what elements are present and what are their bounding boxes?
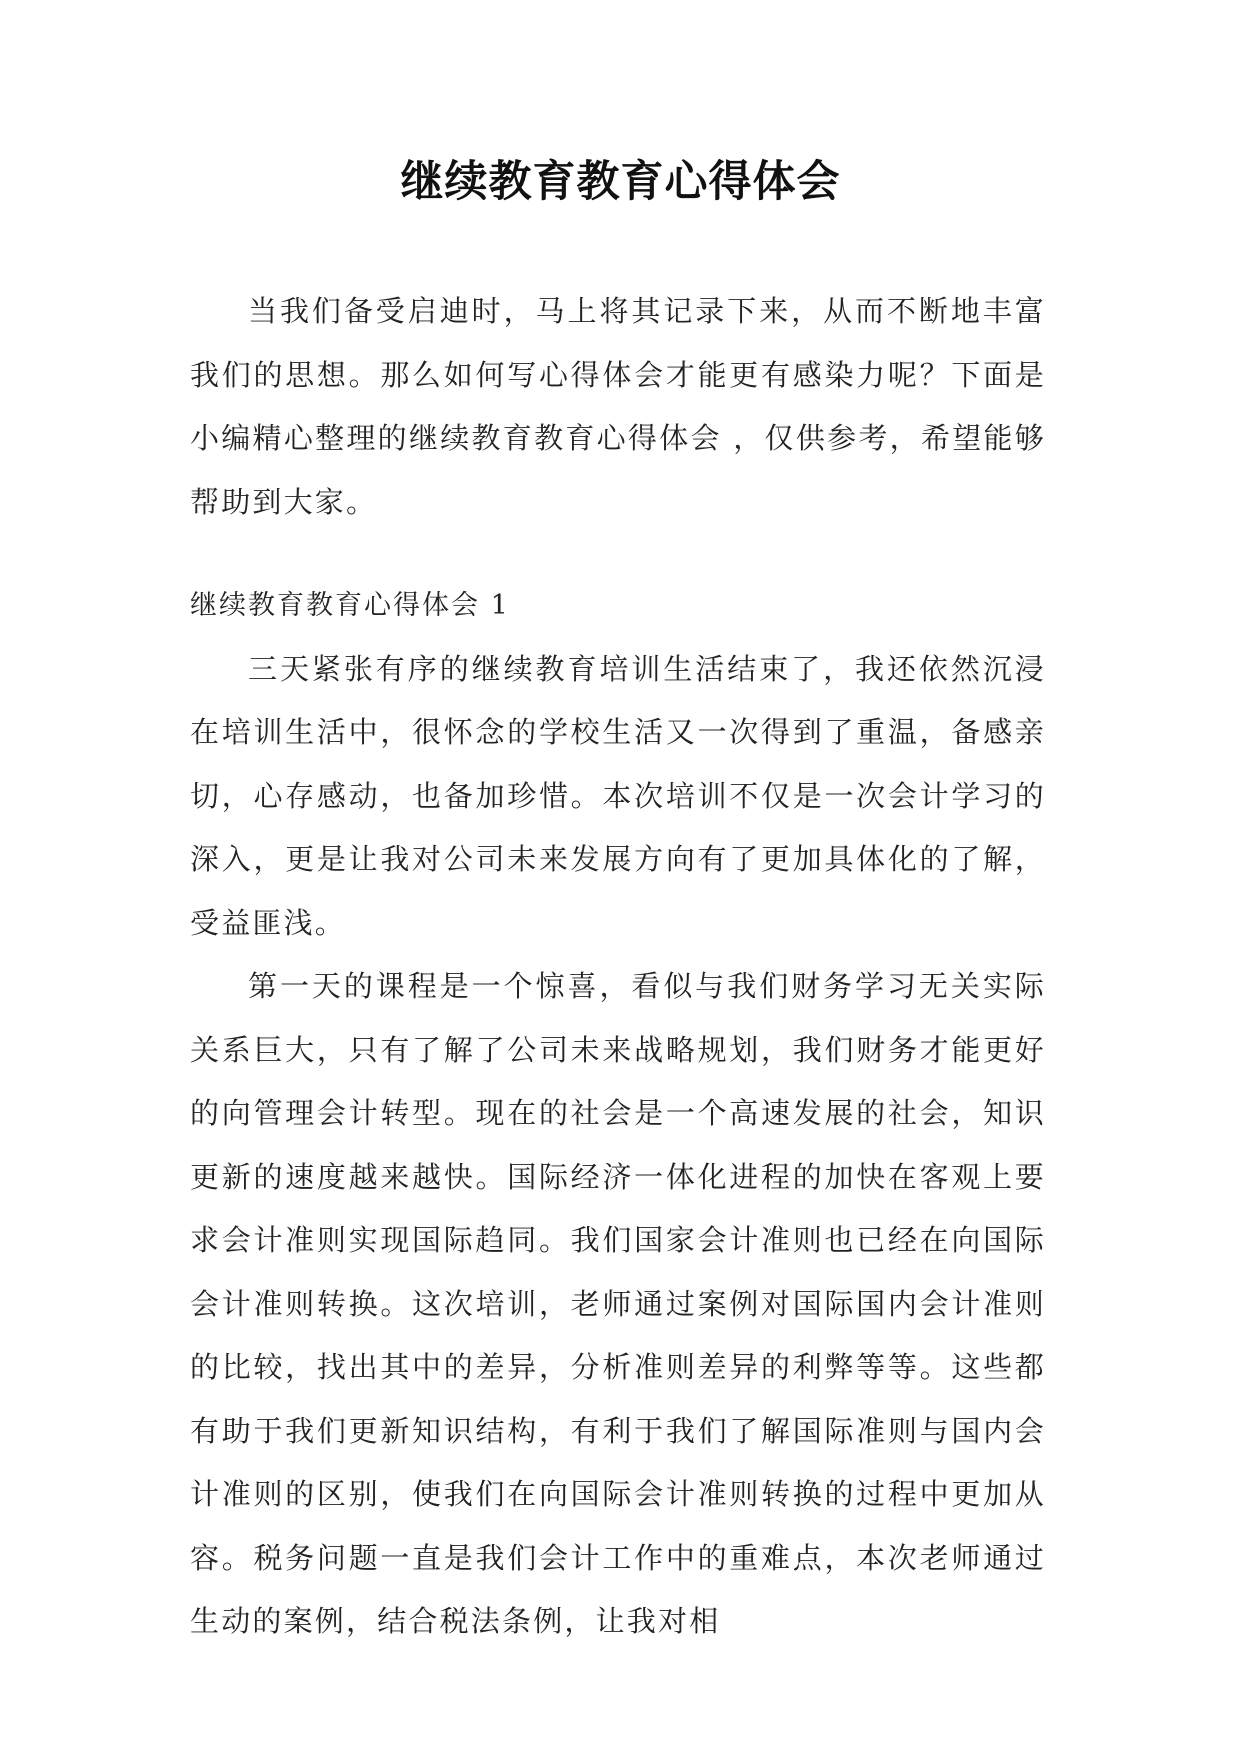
document-body [190, 280, 1046, 1654]
body-paragraph-1: 三天紧张有序的继续教育培训生活结束了，我还依然沉浸在培训生活中，很怀念的学校生活又一次得到了重温，备感亲切，心存感动，也备加珍惜。本次培训不仅是一次会计学习的深入，更是让我对公司未来发展方向有了更加具体化的了解，受益匪浅。 [190, 651, 1046, 940]
document-title: 继续教育教育心得体会 [400, 157, 841, 207]
intro-paragraph: 当我们备受启迪时，马上将其记录下来，从而不断地丰富我们的思想。那么如何写心得体会才能更有感染力呢？下面是小编精心整理的继续教育教育心得体会 ，仅供参考，希望能够帮助到大家。 [190, 294, 1046, 519]
section-heading: 继续教育教育心得体会 1 [190, 590, 510, 621]
body-paragraph-2: 第一天的课程是一个惊喜，看似与我们财务学习无关实际关系巨大，只有了解了公司未来战略规划，我们财务才能更好的向管理会计转型。现在的社会是一个高速发展的社会，知识更新的速度越来越快。国际经济一体化进程的加快在客观上要求会计准则实现国际趋同。我们国家会计准则也已经在向国际会计准则转换。这次培训，老师通过案例对国际国内会计准则的比较，找出其中的差异，分析准则差异的利弊等等。这些都有助于我们更新知识结构，有利于我们了解国际准则与国内会计准则的区别，使我们在向国际会计准则转换的过程中更加从容。税务问题一直是我们会计工作中的重难点，本次老师通过生动的案例，结合税法条例，让我对相 [190, 969, 1046, 1638]
